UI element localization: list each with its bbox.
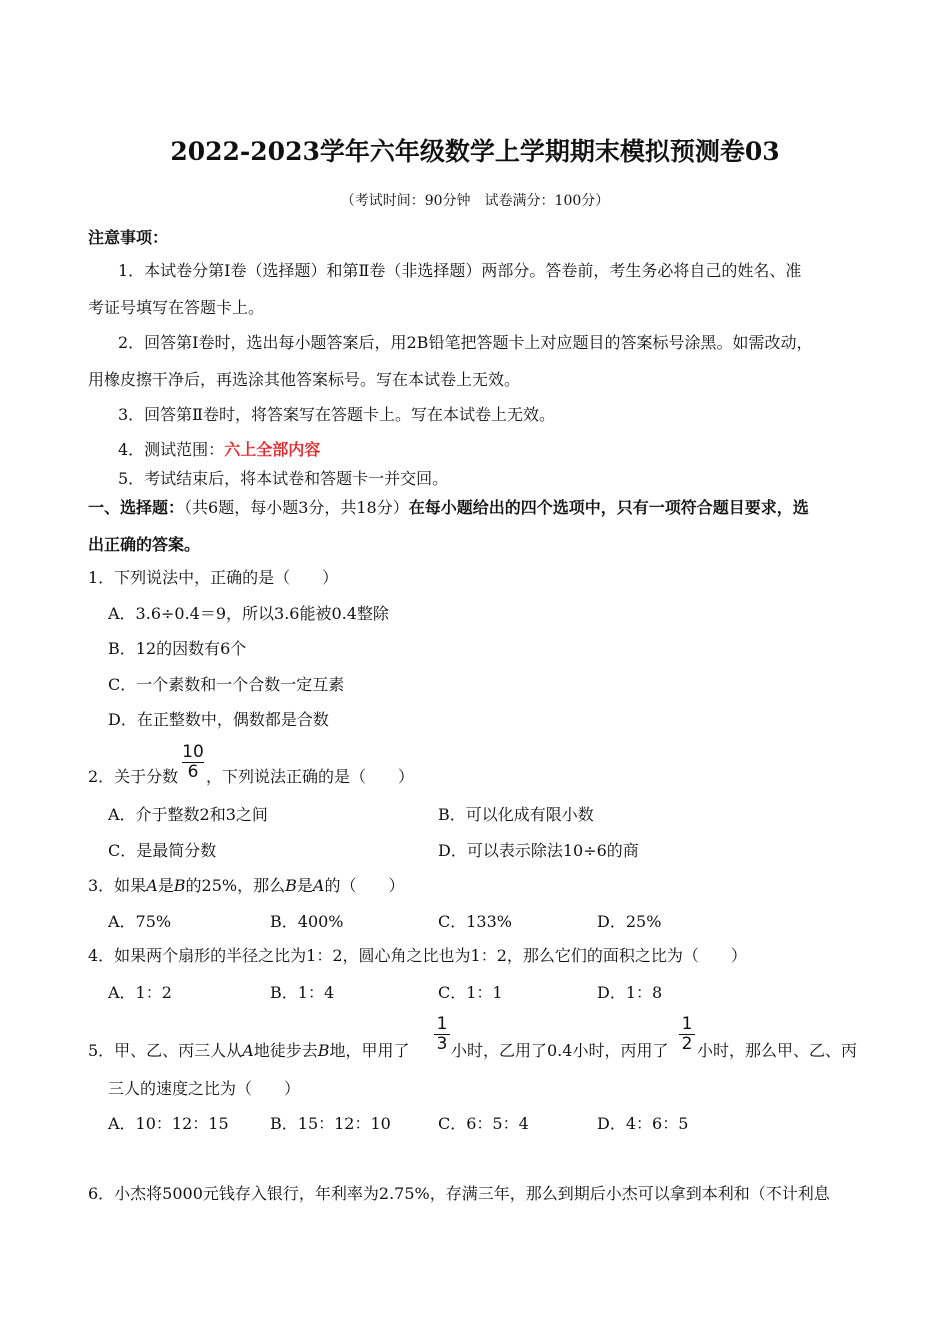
q5-option-a: A．10：12：15 — [108, 1114, 229, 1133]
section-1-head: 一、选择题： — [88, 498, 185, 517]
q1-option-d: D．在正整数中，偶数都是合数 — [108, 710, 329, 729]
q1-option-c: C．一个素数和一个合数一定互素 — [108, 675, 345, 694]
q2-option-c: C．是最简分数 — [108, 841, 217, 860]
q5-option-c: C．6：5：4 — [438, 1114, 529, 1133]
q4-stem: 4．如果两个扇形的半径之比为1：2，圆心角之比也为1：2，那么它们的面积之比为（ ） — [88, 946, 747, 965]
q4-option-c: C．1：1 — [438, 983, 503, 1002]
q5-line-2: 三人的速度之比为（ ） — [108, 1079, 301, 1098]
q2-fraction — [182, 744, 204, 781]
q3-stem — [88, 876, 404, 896]
q5-fraction-1-numerator: 1 — [436, 1014, 448, 1034]
q5-fraction-1 — [434, 1016, 450, 1053]
q4-option-b: B．1：4 — [270, 983, 335, 1002]
section-1-instruction: 在每小题给出的四个选项中，只有一项符合题目要求，选 — [408, 498, 809, 517]
page-title: 2022-2023学年六年级数学上学期期末模拟预测卷03 — [170, 137, 780, 166]
note-1-line-2: 考证号填写在答题卡上。 — [88, 298, 265, 317]
q3-option-c: C．133% — [438, 912, 512, 931]
q2-option-d: D．可以表示除法10÷6的商 — [438, 841, 639, 860]
section-1-instruction-2: 出正确的答案。 — [88, 535, 201, 554]
section-1-header — [88, 498, 809, 518]
q5-fraction-2-denominator: 2 — [681, 1034, 693, 1054]
q2-prefix: 2．关于分数 — [88, 767, 179, 786]
q4-option-a: A．1：2 — [108, 983, 172, 1002]
q5-part-1 — [88, 1041, 410, 1061]
q3-var-a: A — [146, 876, 158, 895]
test-scope: 六上全部内容 — [224, 440, 321, 459]
q2-option-b: B．可以化成有限小数 — [438, 805, 594, 824]
note-1-line-1: 1．本试卷分第Ⅰ卷（选择题）和第Ⅱ卷（非选择题）两部分。答卷前，考生务必将自己的姓名、准 — [118, 261, 802, 280]
q3-var-b: B — [285, 876, 297, 895]
q1-option-b: B．12的因数有6个 — [108, 639, 247, 658]
q3-text: 是 — [157, 876, 174, 895]
q3-var-b: B — [173, 876, 186, 895]
note-2-line-1: 2．回答第Ⅰ卷时，选出每小题答案后，用2B铅笔把答题卡上对应题目的答案标号涂黑。如需改动， — [118, 333, 813, 352]
q3-text: 3．如果 — [88, 876, 147, 895]
q5-text: 地，甲用了 — [329, 1041, 410, 1060]
q4-option-d: D．1：8 — [597, 983, 663, 1002]
q5-part-2: 小时，乙用了0.4小时，丙用了 — [451, 1041, 669, 1060]
section-1-info: （共6题，每小题3分，共18分） — [184, 498, 409, 517]
q3-option-b: B．400% — [270, 912, 344, 931]
q3-option-d: D．25% — [597, 912, 662, 931]
q3-text: 的（ ） — [324, 876, 405, 895]
q5-option-d: D．4：6：5 — [597, 1114, 689, 1133]
q2-option-a: A．介于整数2和3之间 — [108, 805, 268, 824]
note-4-prefix: 4．测试范围： — [118, 440, 225, 459]
q3-text: 的25%，那么 — [185, 876, 286, 895]
q3-var-a: A — [312, 876, 325, 895]
q2-suffix: ，下列说法正确的是（ ） — [206, 767, 415, 786]
q1-option-a: A．3.6÷0.4＝9，所以3.6能被0.4整除 — [108, 604, 389, 623]
exam-info: （考试时间：90分钟 试卷满分：100分） — [340, 193, 610, 209]
note-3: 3．回答第Ⅱ卷时，将答案写在答题卡上。写在本试卷上无效。 — [118, 405, 556, 424]
q6-stem: 6．小杰将5000元钱存入银行，年利率为2.75%，存满三年，那么到期后小杰可以拿到本利和（不计利息 — [88, 1184, 830, 1203]
q5-text: 地徒步去 — [253, 1041, 318, 1060]
q2-fraction-denominator: 6 — [187, 762, 199, 782]
q1-stem: 1．下列说法中，正确的是（ ） — [88, 568, 339, 587]
q3-text: 是 — [296, 876, 313, 895]
q5-fraction-2-numerator: 1 — [681, 1014, 693, 1034]
q5-text: 5．甲、乙、丙三人从 — [88, 1041, 243, 1060]
q5-part-3: 小时，那么甲、乙、丙 — [697, 1041, 858, 1060]
q3-option-a: A．75% — [108, 912, 172, 931]
q5-fraction-1-denominator: 3 — [436, 1034, 448, 1054]
q2-fraction-numerator: 10 — [182, 742, 204, 762]
notes-heading: 注意事项： — [88, 228, 169, 247]
q5-fraction-2 — [679, 1016, 695, 1053]
note-4 — [118, 440, 320, 460]
q5-option-b: B．15：12：10 — [270, 1114, 391, 1133]
q5-var-b: B — [317, 1041, 330, 1060]
note-5: 5．考试结束后，将本试卷和答题卡一并交回。 — [118, 469, 449, 488]
note-2-line-2: 用橡皮擦干净后，再选涂其他答案标号。写在本试卷上无效。 — [88, 370, 521, 389]
q5-var-a: A — [242, 1041, 254, 1060]
